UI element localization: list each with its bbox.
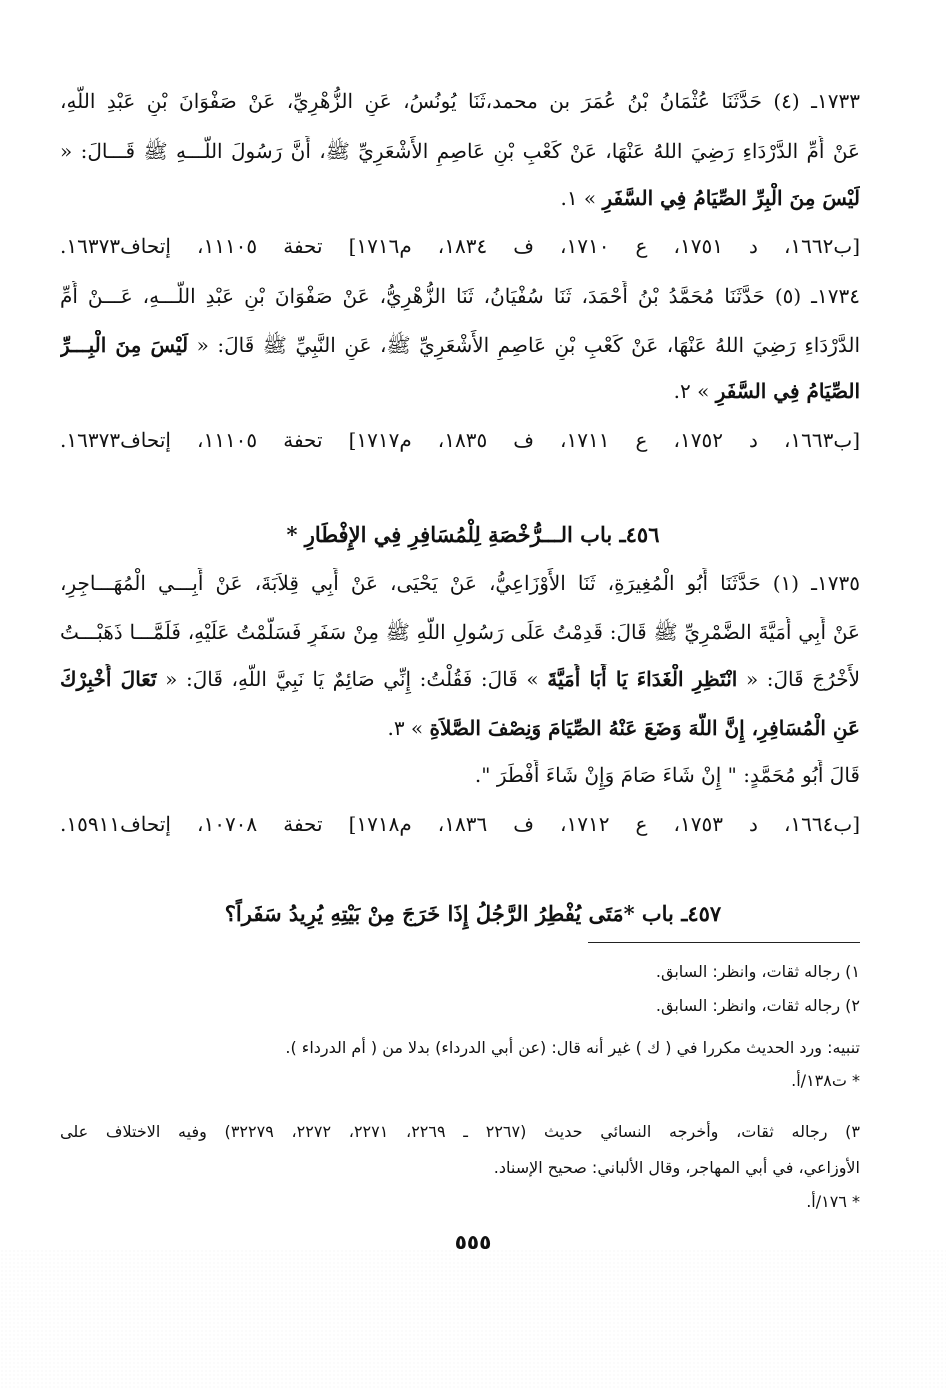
hadith-1735-line-3-start: لأَخْرُجَ قَالَ: « bbox=[745, 667, 860, 691]
hadith-1734-matn-end: الصِّيَامُ فِي السَّفَرِ bbox=[715, 379, 860, 403]
hadith-1734-line-3 bbox=[60, 376, 860, 406]
hadith-1733-line-3 bbox=[60, 183, 860, 213]
hadith-1734-reference: [ب١٦٦٣، د ١٧٥٢، ع ١٧١١، ف ١٨٣٥، م١٧١٧] تحفة ١١١٠٥، إتحاف١٦٣٧٣. bbox=[60, 428, 860, 452]
footnote-1: ١) رجاله ثقات، وانظر: السابق. bbox=[655, 962, 860, 981]
hadith-1734-isnad: الدَّرْدَاءِ رَضِيَ اللهُ عَنْهَا، عَنْ كَعْبِ بْنِ عَاصِمٍ الأَشْعَرِيِّ ﷺ، عَنِ النَّبِيِّ ﷺ قَالَ: « bbox=[196, 333, 860, 357]
footnote-star-1: * ت١٣٨/أ. bbox=[791, 1071, 860, 1090]
hadith-1735-line-2: عَنْ أَبِي أُمَيَّةَ الضَّمْرِيِّ ﷺ قَالَ: قَدِمْتُ عَلَى رَسُولِ اللَّهِ ﷺ مِنْ سَفَرٍ فَسَلَّمْتُ عَلَيْهِ، فَلَمَّـــا ذَهَبْـــتُ bbox=[60, 620, 860, 644]
hadith-1733-line-1: ١٧٣٣ـ (٤) حَدَّثَنَا عُثْمَانُ بْنُ عُمَرَ بن محمد،ثَنَا يُونُسُ، عَنِ الزُّهْرِيِّ، عَنْ صَفْوَانَ بْنِ عَبْدِ اللَّهِ، bbox=[60, 89, 860, 113]
hadith-1734-line-1: ١٧٣٤ـ (٥) حَدَّثَنَا مُحَمَّدُ بْنُ أَحْمَدَ، ثَنَا سُفْيَانُ، ثَنَا الزُّهْرِيُّ، عَنْ صَفْوَانَ بْنِ عَبْدِ اللَّـــهِ، عَـــنْ أُمِّ bbox=[60, 284, 860, 308]
footnote-3-line-2: الأوزاعي، في أبي المهاجر، وقال الألباني: صحيح الإسناد. bbox=[493, 1158, 860, 1177]
hadith-1735-reference: [ب١٦٦٤، د ١٧٥٣، ع ١٧١٢، ف ١٨٣٦، م١٧١٨] تحفة ١٠٧٠٨، إتحاف١٥٩١١. bbox=[60, 812, 860, 836]
footnote-note: تنبيه: ورد الحديث مكررا في ( ك ) غير أنه قال: (عن أبي الدرداء) بدلا من ( أم الدرداء ). bbox=[285, 1038, 860, 1057]
hadith-1735-footnote-marker: » ٣. bbox=[387, 716, 424, 740]
footnote-separator bbox=[588, 942, 860, 943]
chapter-456-heading: ٤٥٦ـ باب الـــرُّخْصَةِ لِلْمُسَافِرِ فِي الإِفْطَارِ * bbox=[286, 522, 660, 547]
chapter-457-heading: ٤٥٧ـ باب *مَتَى يُفْطِرُ الرَّجُلُ إِذَا خَرَجَ مِنْ بَيْتِهِ يُرِيدُ سَفَراً؟ bbox=[224, 901, 722, 926]
abu-muhammad-comment: قَالَ أَبُو مُحَمَّدٍ: " إِنْ شَاءَ صَامَ وَإِنْ شَاءَ أَفْطَرَ ". bbox=[474, 763, 860, 787]
hadith-1733-matn: لَيْسَ مِنَ الْبِرِّ الصِّيَامُ فِي السَّفَرِ bbox=[602, 186, 860, 210]
footnote-star-2: * ١٧٦/أ. bbox=[806, 1192, 860, 1211]
hadith-1735-matn-3: عَنِ الْمُسَافِرِ، إِنَّ اللَّهَ وَضَعَ عَنْهُ الصِّيَامَ وَنِصْفَ الصَّلاَةِ bbox=[429, 716, 860, 740]
scan-texture bbox=[0, 1249, 946, 1389]
hadith-1735-line-1: ١٧٣٥ـ (١) حَدَّثَنَا أَبُو الْمُغِيرَةِ، ثَنَا الأَوْزَاعِيُّ، عَنْ يَحْيَى، عَنْ أَبِي قِلاَبَةَ، عَنْ أَبِـــي الْمُهَـــاجِرِ، bbox=[60, 571, 860, 595]
hadith-1733-reference: [ب١٦٦٢، د ١٧٥١، ع ١٧١٠، ف ١٨٣٤، م١٧١٦] تحفة ١١١٠٥، إتحاف١٦٣٧٣. bbox=[60, 234, 860, 258]
footnote-2: ٢) رجاله ثقات، وانظر: السابق. bbox=[655, 996, 860, 1015]
hadith-1733-line-2: عَنْ أُمِّ الدَّرْدَاءِ رَضِيَ اللهُ عَنْهَا، عَنْ كَعْبِ بْنِ عَاصِمٍ الأَشْعَرِيِّ ﷺ، أَنَّ رَسُولَ اللَّـــهِ ﷺ قَـــالَ: « bbox=[60, 139, 860, 163]
footnote-3-line-1: ٣) رجاله ثقات، وأخرجه النسائي حديث (٢٢٦٧ ـ ٢٢٦٩، ٢٢٧١، ٢٢٧٢، ٣٢٢٧٩) وفيه الاختلاف على bbox=[60, 1122, 860, 1141]
hadith-1733-footnote-marker: » ١. bbox=[560, 186, 597, 210]
hadith-1735-matn-1: انْتَظِرِ الْغَدَاءَ يَا أَبَا أُمَيَّةَ bbox=[547, 667, 738, 691]
hadith-1735-matn-2: تَعَالَ أُخْبِرْكَ bbox=[60, 667, 157, 691]
hadith-1734-matn-start: لَيْسَ مِنَ الْبِـــرِّ bbox=[60, 333, 189, 357]
hadith-1734-footnote-marker: » ٢. bbox=[673, 379, 710, 403]
hadith-1735-line-3-mid: » قَالَ: فَقُلْتُ: إِنِّي صَائِمٌ يَا نَبِيَّ اللَّهِ، قَالَ: « bbox=[165, 667, 539, 691]
hadith-1735-line-3 bbox=[60, 664, 860, 694]
page-number: ٥٥٥ bbox=[454, 1230, 492, 1254]
hadith-1735-line-4 bbox=[60, 713, 860, 743]
hadith-1734-line-2 bbox=[60, 330, 860, 360]
